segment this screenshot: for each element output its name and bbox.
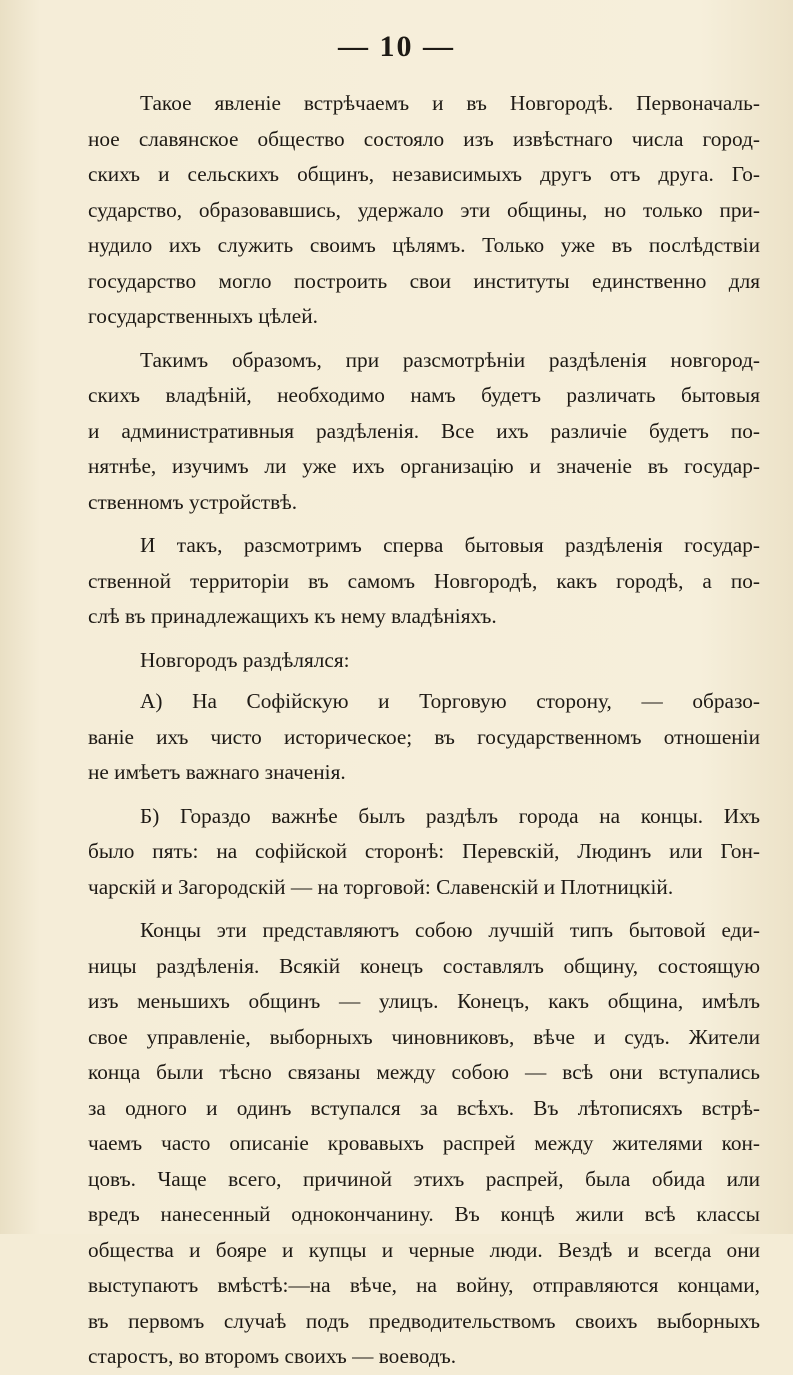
paragraph-7 — [88, 913, 760, 1375]
text-line: вредъ нанесенный однокончанину. Въ концѣ жили всѣ классы — [88, 1202, 760, 1226]
text-line: Новгородъ раздѣлялся: — [140, 647, 350, 672]
paragraph-2 — [88, 343, 760, 521]
text-line: государственныхъ цѣлей. — [88, 304, 318, 328]
text-line: Такое явленіе встрѣчаемъ и въ Новгородѣ. Первоначаль- — [140, 91, 760, 115]
text-line: сударство, образовавшись, удержало эти общины, но только при- — [88, 197, 760, 222]
text-line: чарскій и Загородскій — на торговой: Славенскій и Плотницкій. — [88, 874, 674, 899]
page-body — [88, 86, 760, 1375]
text-line: Б) Гораздо важнѣе былъ раздѣлъ города на концы. Ихъ — [140, 803, 760, 828]
text-line: за одного и одинъ вступался за всѣхъ. Въ лѣтописяхъ встрѣ- — [88, 1095, 760, 1120]
text-line: нятнѣе, изучимъ ли уже ихъ организацію и значеніе въ государ- — [88, 454, 760, 478]
text-line: цовъ. Чаще всего, причиной этихъ распрей, была обида или — [88, 1166, 760, 1191]
text-line: старостъ, во второмъ своихъ — воеводъ. — [88, 1344, 457, 1368]
text-line: выступаютъ вмѣстѣ:—на вѣче, на войну, отправляются концами, — [88, 1273, 760, 1297]
paragraph-1 — [88, 86, 760, 335]
text-line: И такъ, разсмотримъ сперва бытовыя раздѣленія государ- — [140, 533, 760, 557]
text-line: ное славянское общество состояло изъ извѣстнаго числа город- — [88, 126, 760, 151]
text-line: конца были тѣсно связаны между собою — всѣ они вступались — [88, 1060, 760, 1084]
paragraph-b — [88, 799, 760, 906]
text-line: и административныя раздѣленія. Все ихъ различіе будетъ по- — [88, 418, 760, 443]
text-line: ваніе ихъ чисто историческое; въ государственномъ отношеніи — [88, 724, 760, 749]
text-line: ственной территоріи въ самомъ Новгородѣ, какъ городѣ, а по- — [88, 568, 760, 593]
text-line: ственномъ устройствѣ. — [88, 489, 298, 514]
text-line: ницы раздѣленія. Всякій конецъ составлялъ общину, состоящую — [88, 953, 760, 978]
paragraph-4 — [88, 643, 760, 679]
text-line: нудило ихъ служить своимъ цѣлямъ. Только уже въ послѣдствіи — [88, 233, 760, 257]
text-line: общества и бояре и купцы и черные люди. Вездѣ и всегда они — [88, 1237, 760, 1262]
text-line: скихъ владѣній, необходимо намъ будетъ различать бытовыя — [88, 383, 760, 407]
text-line: въ первомъ случаѣ подъ предводительствомъ своихъ выборныхъ — [88, 1308, 760, 1333]
text-line: чаемъ часто описаніе кровавыхъ распрей между жителями кон- — [88, 1131, 760, 1155]
paragraph-a — [88, 684, 760, 791]
text-line: было пять: на софійской сторонѣ: Перевскій, Людинъ или Гон- — [88, 839, 760, 863]
text-line: А) На Софійскую и Торговую сторону, — образо- — [140, 689, 760, 713]
paragraph-3 — [88, 528, 760, 635]
text-line: Концы эти представляютъ собою лучшій типъ бытовой еди- — [140, 918, 760, 942]
text-line: свое управленіе, выборныхъ чиновниковъ, вѣче и судъ. Жители — [88, 1024, 760, 1049]
page-number: — 10 — — [338, 30, 455, 63]
text-line: государство могло построить свои институты единственно для — [88, 268, 760, 293]
text-line: Такимъ образомъ, при разсмотрѣніи раздѣленія новгород- — [140, 347, 760, 372]
text-line: не имѣетъ важнаго значенія. — [88, 760, 346, 784]
text-line: изъ меньшихъ общинъ — улицъ. Конецъ, какъ община, имѣлъ — [88, 989, 760, 1013]
text-line: скихъ и сельскихъ общинъ, независимыхъ другъ отъ друга. Го- — [88, 162, 760, 186]
text-line: слѣ въ принадлежащихъ къ нему владѣніяхъ. — [88, 604, 497, 628]
